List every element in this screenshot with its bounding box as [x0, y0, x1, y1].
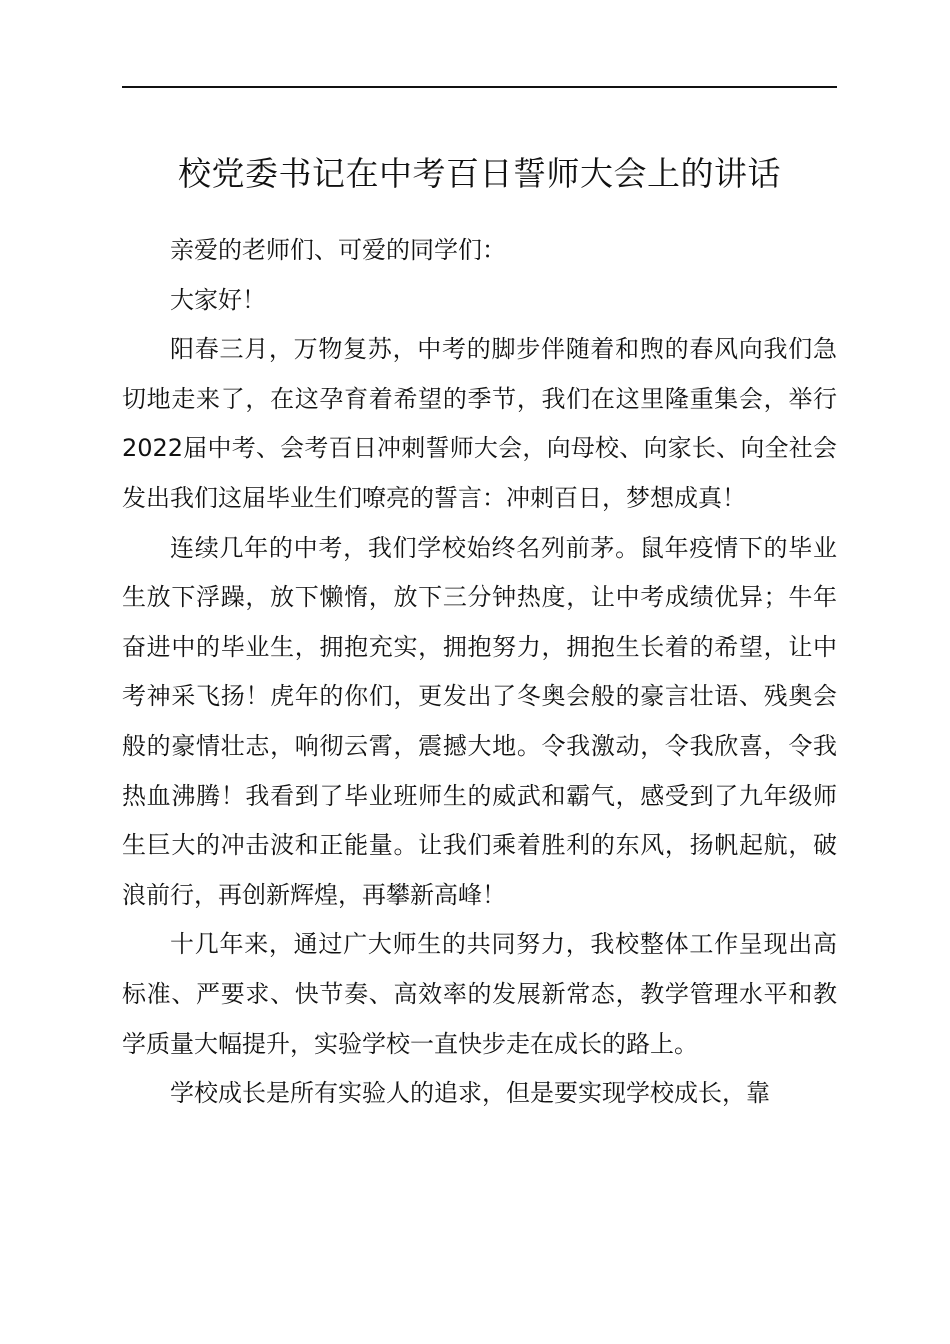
body-paragraph: 连续几年的中考，我们学校始终名列前茅。鼠年疫情下的毕业生放下浮躁，放下懒惰，放下三分钟热度，让中考成绩优异；牛年奋进中的毕业生，拥抱充实，拥抱努力，拥抱生长着的希望，让中考神采飞扬！虎年的你们，更发出了冬奥会般的豪言壮语、残奥会般的豪情壮志，响彻云霄，震撼大地。令我激动，令我欣喜，令我热血沸腾！我看到了毕业班师生的威武和霸气，感受到了九年级师生巨大的冲击波和正能量。让我们乘着胜利的东风，扬帆起航，破浪前行，再创新辉煌，再攀新高峰！ — [122, 533, 837, 909]
salutation-paragraph: 亲爱的老师们、可爱的同学们： — [170, 236, 506, 264]
greeting-paragraph: 大家好！ — [170, 285, 266, 314]
header-rule — [122, 86, 837, 88]
document-title: 校党委书记在中考百日誓师大会上的讲话 — [178, 154, 781, 193]
body-paragraph: 阳春三月，万物复苏，中考的脚步伴随着和煦的春风向我们急切地走来了，在这孕育着希望的季节，我们在这里隆重集会，举行2022届中考、会考百日冲刺誓师大会，向母校、向家长、向全社会发出我们这届毕业生们嘹亮的誓言：冲刺百日，梦想成真！ — [122, 335, 837, 512]
document-body — [122, 226, 837, 1119]
body-paragraph: 学校成长是所有实验人的追求，但是要实现学校成长，靠 — [170, 1079, 770, 1108]
body-paragraph: 十几年来，通过广大师生的共同努力，我校整体工作呈现出高标准、严要求、快节奏、高效率的发展新常态，教学管理水平和教学质量大幅提升，实验学校一直快步走在成长的路上。 — [122, 930, 837, 1058]
